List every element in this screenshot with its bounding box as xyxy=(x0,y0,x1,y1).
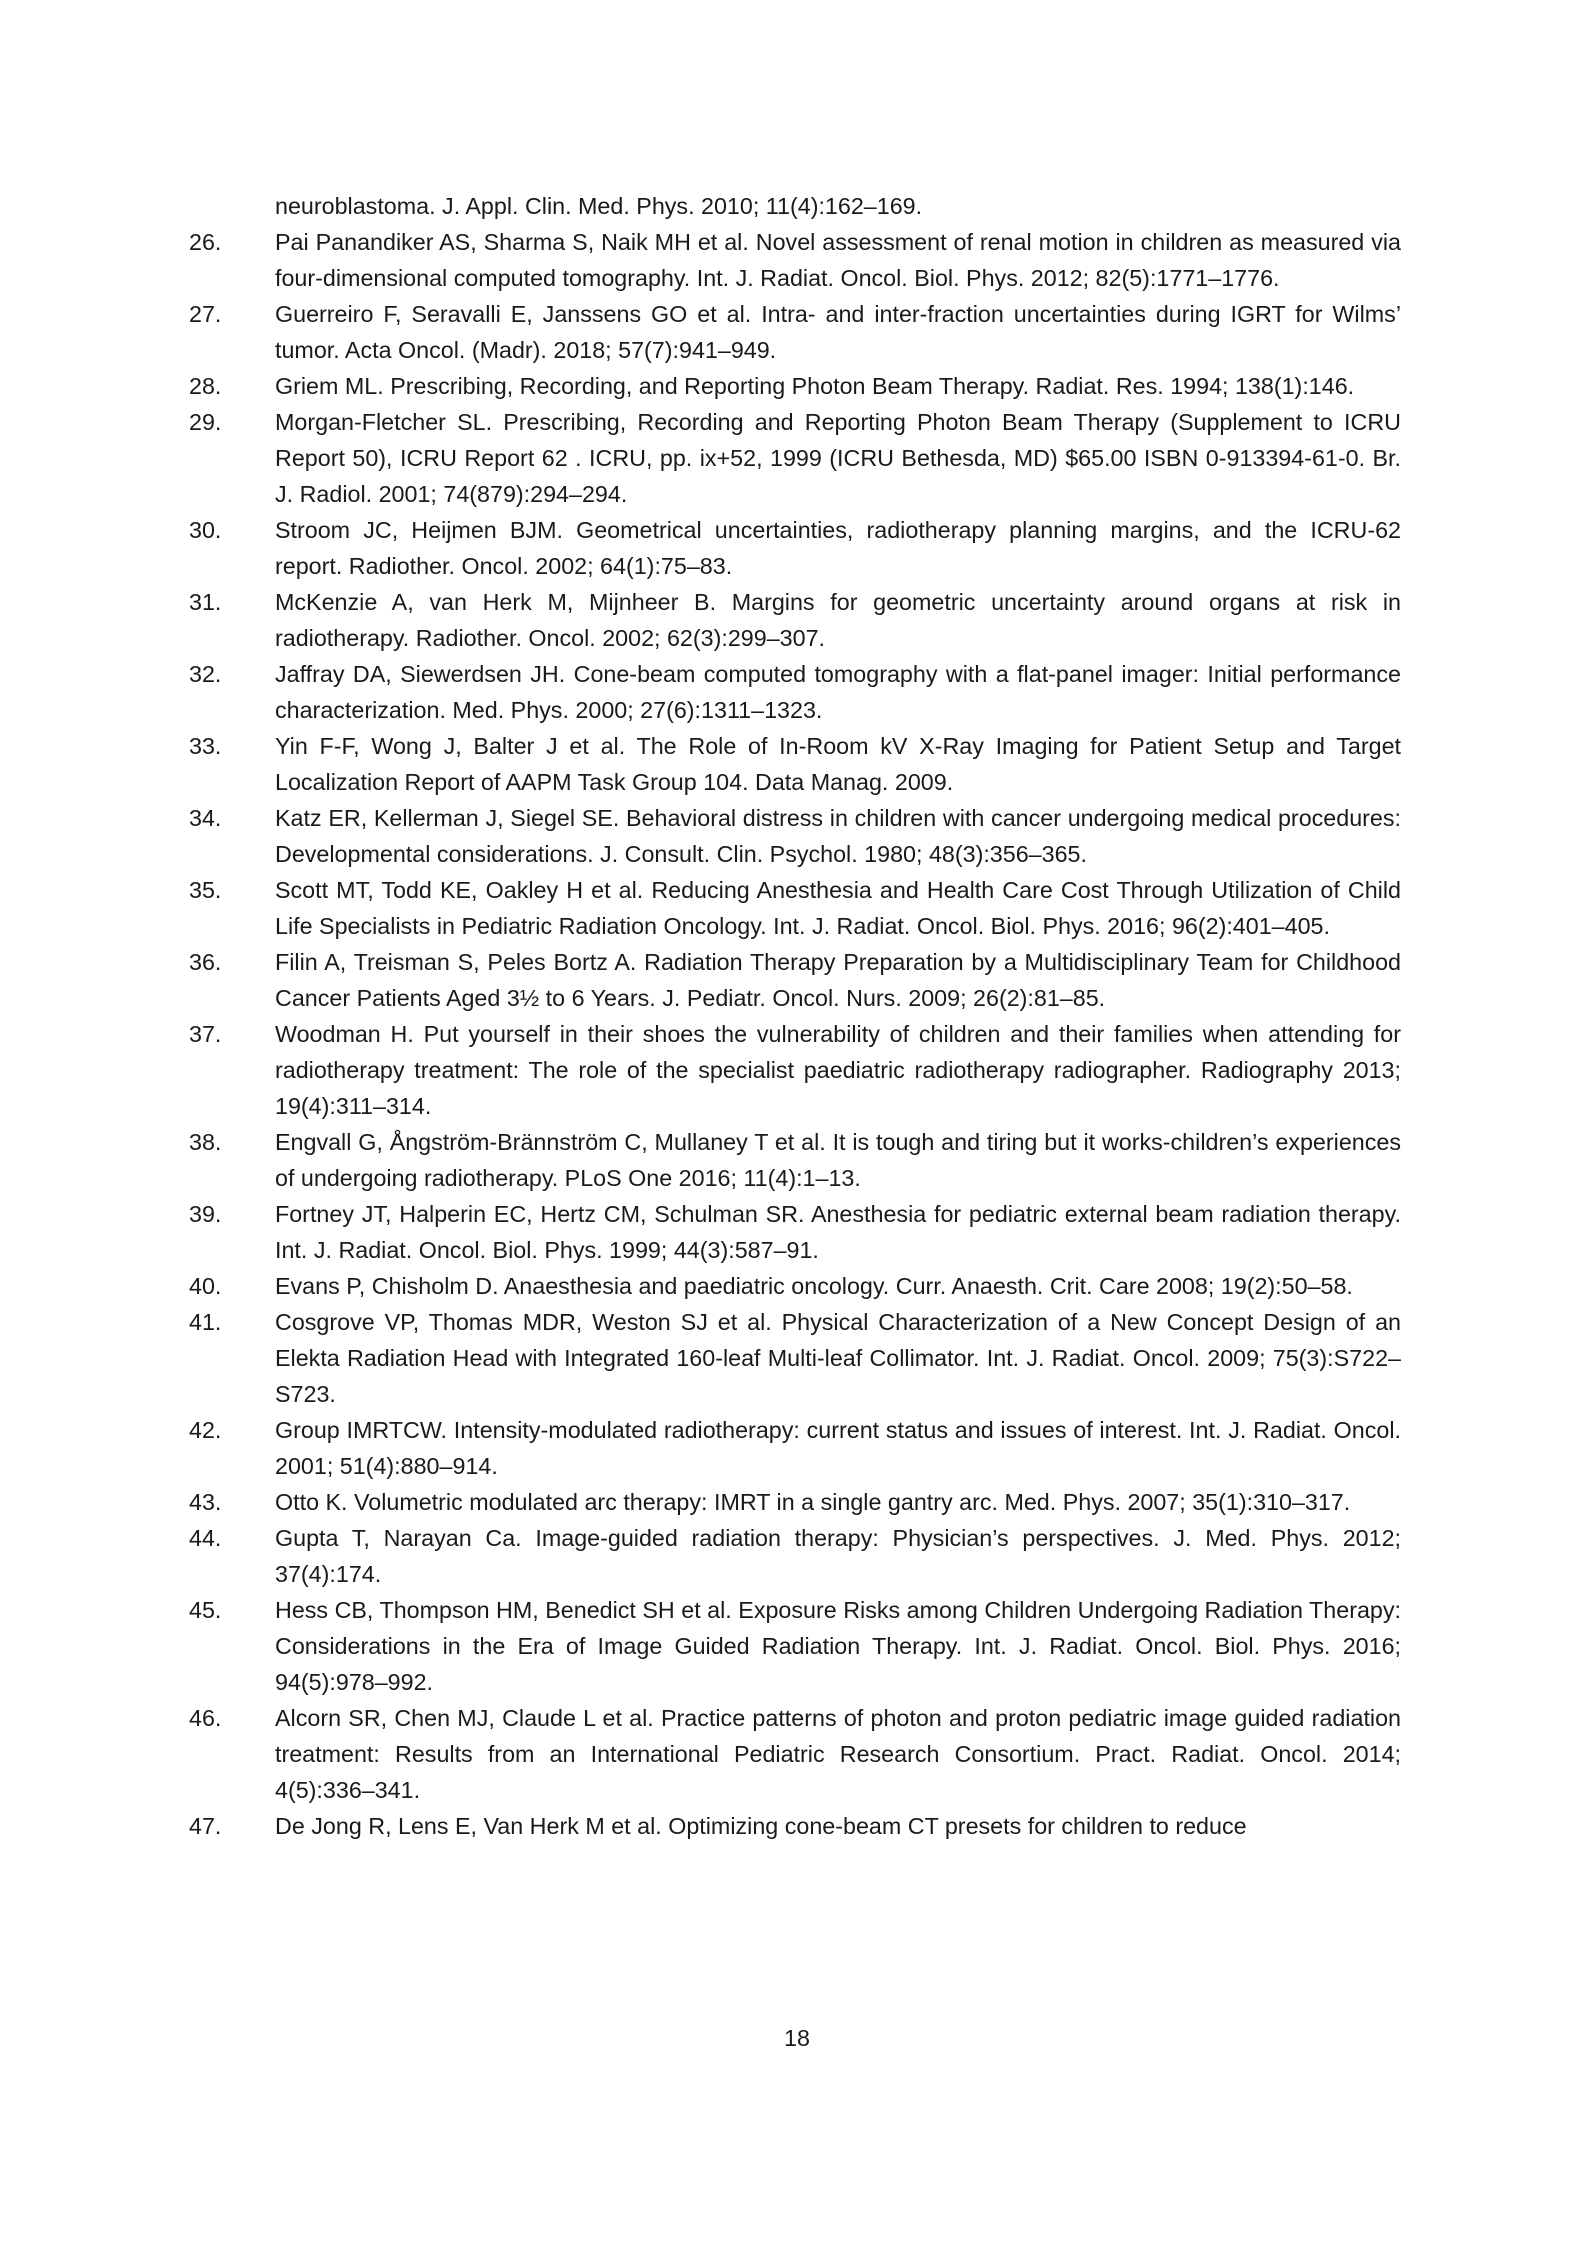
reference-text: Pai Panandiker AS, Sharma S, Naik MH et al. Novel assessment of renal motion in children as measured via four-dimensional computed tomography. Int. J. Radiat. Oncol. Biol. Phys. 2012; 82(5):1771–1776. xyxy=(275,229,1401,291)
reference-text: Yin F-F, Wong J, Balter J et al. The Role of In-Room kV X-Ray Imaging for Patient Setup and Target Localization Report of AAPM Task Group 104. Data Manag. 2009. xyxy=(275,733,1401,795)
reference-text: Evans P, Chisholm D. Anaesthesia and paediatric oncology. Curr. Anaesth. Crit. Care 2008; 19(2):50–58. xyxy=(275,1273,1353,1299)
reference-item xyxy=(189,1304,1401,1412)
reference-number: 27. xyxy=(189,301,222,327)
reference-text: Guerreiro F, Seravalli E, Janssens GO et al. Intra- and inter-fraction uncertainties during IGRT for Wilms’ tumor. Acta Oncol. (Madr). 2018; 57(7):941–949. xyxy=(275,301,1401,363)
reference-number: 28. xyxy=(189,373,222,399)
reference-item xyxy=(189,728,1401,800)
reference-text: Griem ML. Prescribing, Recording, and Reporting Photon Beam Therapy. Radiat. Res. 1994; 138(1):146. xyxy=(275,373,1355,399)
reference-item xyxy=(189,224,1401,296)
reference-item xyxy=(189,404,1401,512)
reference-number: 34. xyxy=(189,805,222,831)
reference-item xyxy=(189,656,1401,728)
reference-item xyxy=(189,1520,1401,1592)
reference-number: 43. xyxy=(189,1489,222,1515)
reference-item xyxy=(189,800,1401,872)
reference-number: 37. xyxy=(189,1021,222,1047)
reference-item xyxy=(189,1268,1401,1304)
reference-item xyxy=(189,1808,1401,1844)
reference-number: 41. xyxy=(189,1309,222,1335)
reference-number: 46. xyxy=(189,1705,222,1731)
reference-number: 36. xyxy=(189,949,222,975)
reference-item xyxy=(189,368,1401,404)
reference-number: 39. xyxy=(189,1201,222,1227)
reference-number: 32. xyxy=(189,661,222,687)
reference-number: 45. xyxy=(189,1597,222,1623)
reference-text: Group IMRTCW. Intensity-modulated radiotherapy: current status and issues of interest. Int. J. Radiat. Oncol. 2001; 51(4):880–914. xyxy=(275,1417,1401,1479)
reference-item xyxy=(189,296,1401,368)
reference-item xyxy=(189,584,1401,656)
reference-text: Fortney JT, Halperin EC, Hertz CM, Schulman SR. Anesthesia for pediatric external beam radiation therapy. Int. J. Radiat. Oncol. Biol. Phys. 1999; 44(3):587–91. xyxy=(275,1201,1401,1263)
reference-text: De Jong R, Lens E, Van Herk M et al. Optimizing cone-beam CT presets for children to reduce xyxy=(275,1813,1247,1839)
reference-number: 30. xyxy=(189,517,222,543)
reference-text: Otto K. Volumetric modulated arc therapy: IMRT in a single gantry arc. Med. Phys. 2007; 35(1):310–317. xyxy=(275,1489,1351,1515)
reference-item xyxy=(189,1700,1401,1808)
reference-text: Katz ER, Kellerman J, Siegel SE. Behavioral distress in children with cancer undergoing medical procedures: Developmental considerations. J. Consult. Clin. Psychol. 1980; 48(3):356–365. xyxy=(275,805,1401,867)
reference-text: Engvall G, Ångström-Brännström C, Mullaney T et al. It is tough and tiring but it works-children’s experiences of undergoing radiotherapy. PLoS One 2016; 11(4):1–13. xyxy=(275,1129,1401,1191)
reference-continuation: neuroblastoma. J. Appl. Clin. Med. Phys. 2010; 11(4):162–169. xyxy=(275,193,923,219)
reference-item xyxy=(189,1484,1401,1520)
reference-item xyxy=(189,512,1401,584)
reference-item xyxy=(189,1016,1401,1124)
reference-item xyxy=(189,1124,1401,1196)
reference-list xyxy=(189,188,1401,1844)
reference-item xyxy=(189,944,1401,1016)
reference-number: 33. xyxy=(189,733,222,759)
reference-text: Filin A, Treisman S, Peles Bortz A. Radiation Therapy Preparation by a Multidisciplinary Team for Childhood Cancer Patients Aged 3½ to 6 Years. J. Pediatr. Oncol. Nurs. 2009; 26(2):81–85. xyxy=(275,949,1401,1011)
reference-item xyxy=(189,1592,1401,1700)
page-number: 18 xyxy=(784,2025,810,2051)
reference-number: 47. xyxy=(189,1813,222,1839)
reference-text: Alcorn SR, Chen MJ, Claude L et al. Practice patterns of photon and proton pediatric image guided radiation treatment: Results from an International Pediatric Research Consortium. Pract. Radiat. Oncol. 2014; 4(5):336–341. xyxy=(275,1705,1401,1803)
reference-number: 40. xyxy=(189,1273,222,1299)
reference-number: 31. xyxy=(189,589,222,615)
reference-text: Hess CB, Thompson HM, Benedict SH et al. Exposure Risks among Children Undergoing Radiation Therapy: Considerations in the Era of Image Guided Radiation Therapy. Int. J. Radiat. Oncol. Biol. Phys. 2016; 94(5):978–992. xyxy=(275,1597,1401,1695)
reference-text: Gupta T, Narayan Ca. Image-guided radiation therapy: Physician’s perspectives. J. Med. Phys. 2012; 37(4):174. xyxy=(275,1525,1401,1587)
reference-text: Stroom JC, Heijmen BJM. Geometrical uncertainties, radiotherapy planning margins, and the ICRU-62 report. Radiother. Oncol. 2002; 64(1):75–83. xyxy=(275,517,1401,579)
reference-number: 29. xyxy=(189,409,222,435)
reference-number: 38. xyxy=(189,1129,222,1155)
reference-item xyxy=(189,1412,1401,1484)
reference-item xyxy=(189,1196,1401,1268)
reference-number: 35. xyxy=(189,877,222,903)
reference-number: 26. xyxy=(189,229,222,255)
reference-text: Cosgrove VP, Thomas MDR, Weston SJ et al. Physical Characterization of a New Concept Design of an Elekta Radiation Head with Integrated 160-leaf Multi-leaf Collimator. Int. J. Radiat. Oncol. 2009; 75(3):S722–S723. xyxy=(275,1309,1401,1407)
reference-text: McKenzie A, van Herk M, Mijnheer B. Margins for geometric uncertainty around organs at risk in radiotherapy. Radiother. Oncol. 2002; 62(3):299–307. xyxy=(275,589,1401,651)
reference-text: Scott MT, Todd KE, Oakley H et al. Reducing Anesthesia and Health Care Cost Through Utilization of Child Life Specialists in Pediatric Radiation Oncology. Int. J. Radiat. Oncol. Biol. Phys. 2016; 96(2):401–405. xyxy=(275,877,1401,939)
reference-number: 44. xyxy=(189,1525,222,1551)
reference-number: 42. xyxy=(189,1417,222,1443)
reference-text: Jaffray DA, Siewerdsen JH. Cone-beam computed tomography with a flat-panel imager: Initial performance characterization. Med. Phys. 2000; 27(6):1311–1323. xyxy=(275,661,1401,723)
reference-text: Woodman H. Put yourself in their shoes the vulnerability of children and their families when attending for radiotherapy treatment: The role of the specialist paediatric radiotherapy radiographer. Radiography 2013; 19(4):311–314. xyxy=(275,1021,1401,1119)
reference-text: Morgan-Fletcher SL. Prescribing, Recording and Reporting Photon Beam Therapy (Supplement to ICRU Report 50), ICRU Report 62 . ICRU, pp. ix+52, 1999 (ICRU Bethesda, MD) $65.00 ISBN 0-913394-61-0. Br. J. Radiol. 2001; 74(879):294–294. xyxy=(275,409,1401,507)
reference-item xyxy=(189,872,1401,944)
